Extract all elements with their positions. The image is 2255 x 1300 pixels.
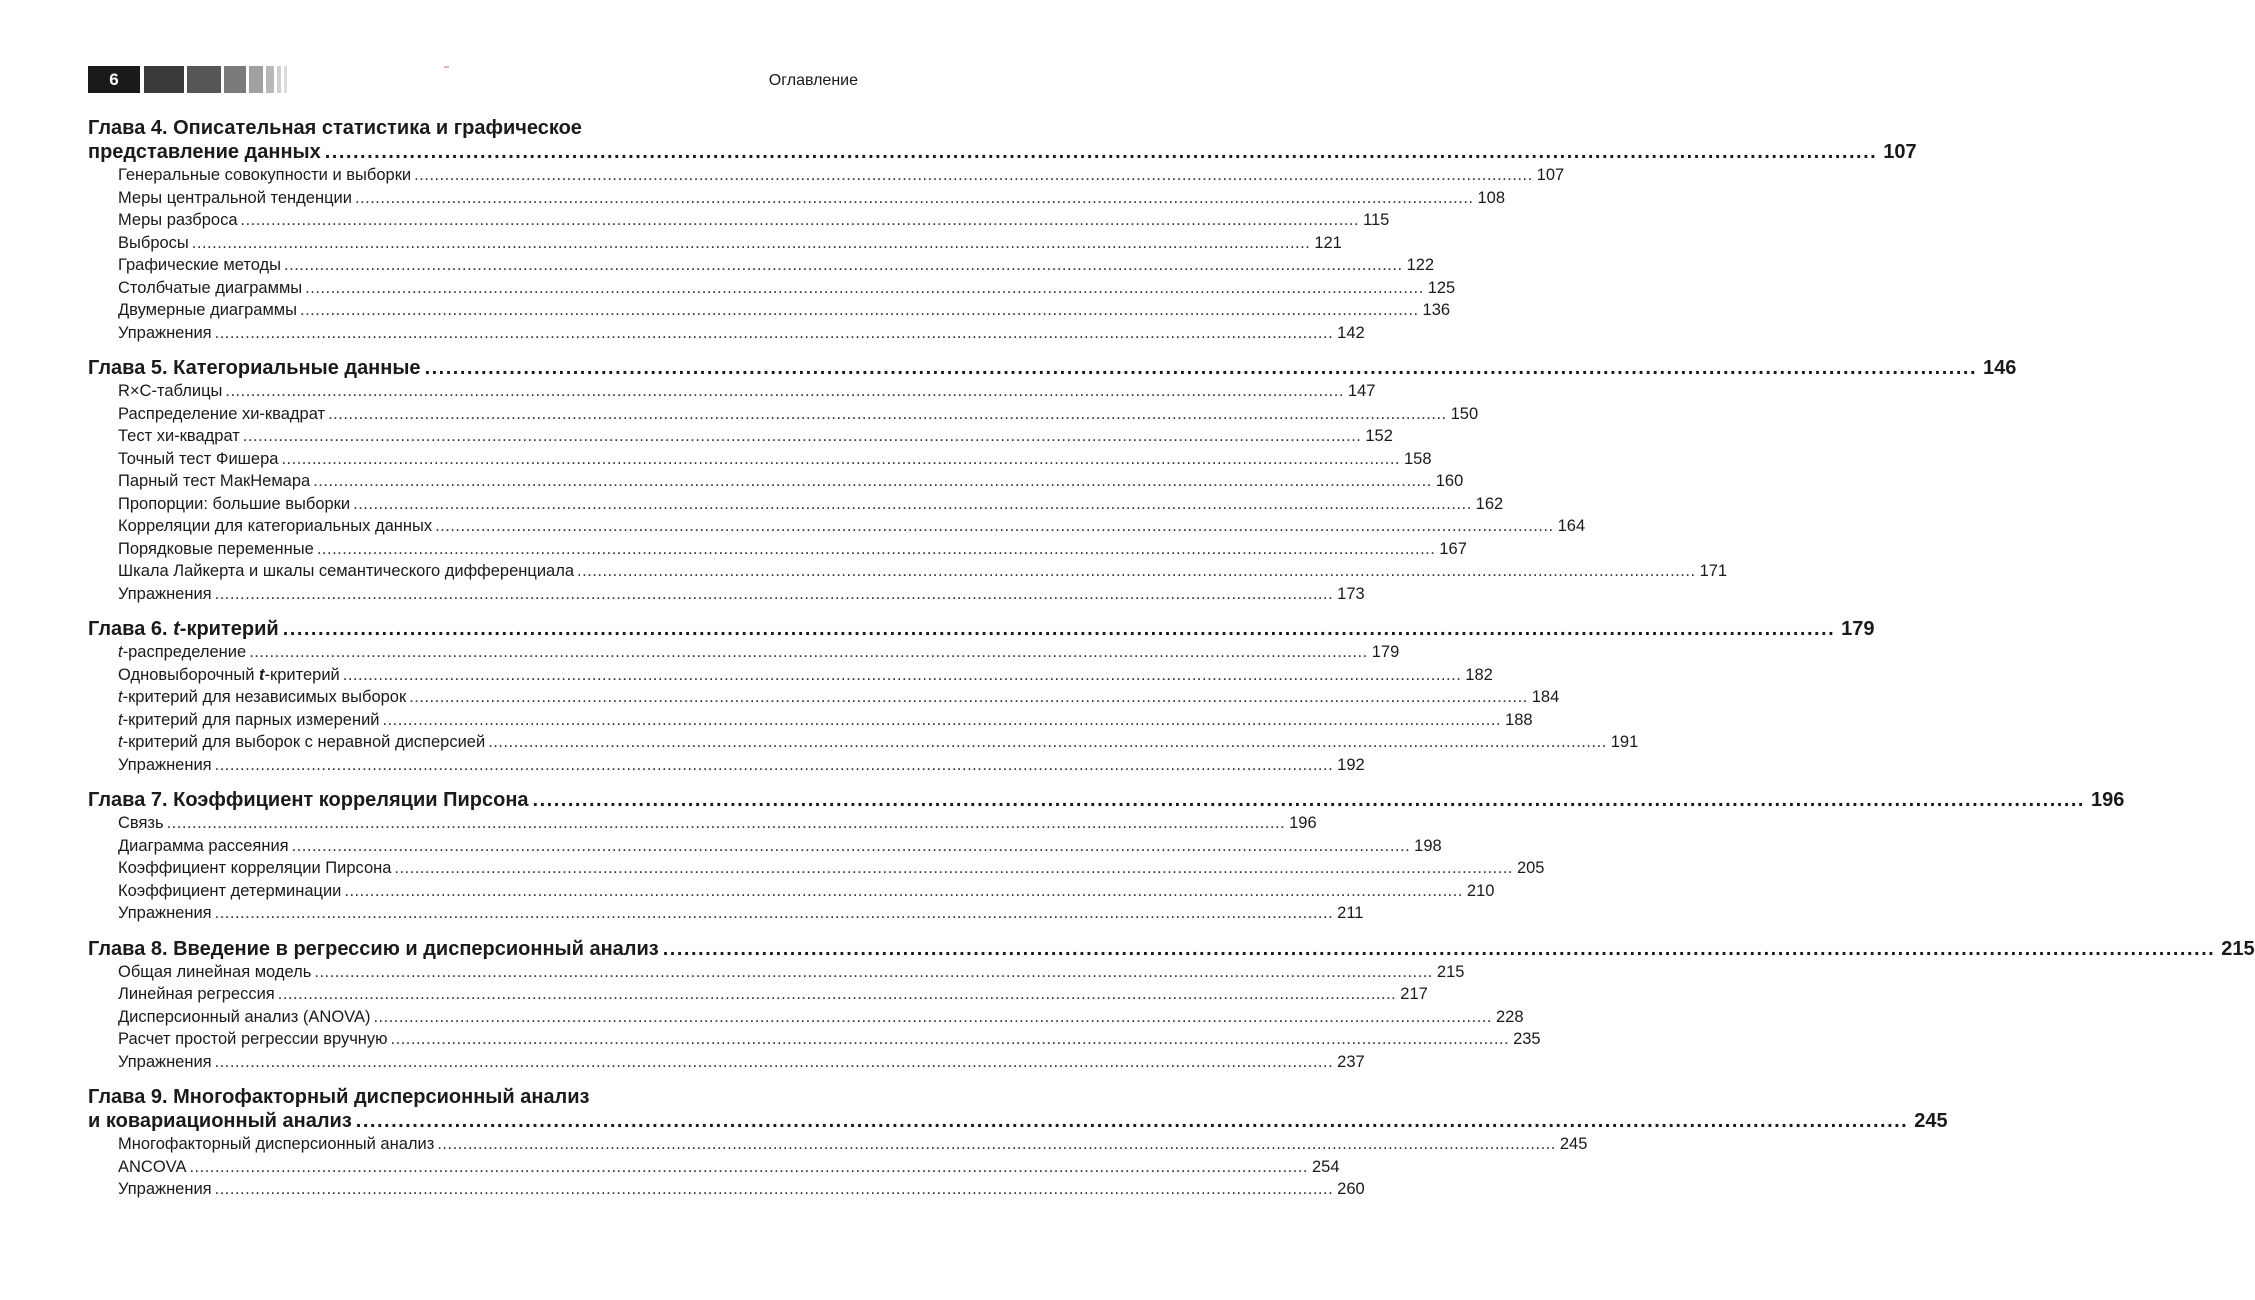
toc-entry[interactable] [88, 448, 1432, 471]
toc-entry[interactable] [88, 835, 1442, 858]
chapter-page: 245 [1914, 1110, 1948, 1132]
leader-dots: ............................................................................................................................................................................................................................ [437, 1135, 1556, 1153]
chapter-title: Глава 5. Категориальные данные [88, 357, 421, 379]
toc-entry[interactable] [88, 187, 1506, 210]
entry-title: Связь [118, 814, 164, 832]
entry-page: 173 [1337, 584, 1365, 603]
header-bar-dark [144, 66, 184, 93]
toc-entry[interactable] [88, 1156, 1340, 1179]
entry-page: 198 [1414, 836, 1442, 855]
entry-title: Упражнения [118, 1052, 212, 1071]
chapter-4 [88, 116, 1917, 344]
chapter-title-line[interactable] [88, 617, 1875, 641]
toc-entry[interactable] [88, 983, 1428, 1006]
toc-entry[interactable] [88, 493, 1504, 516]
entry-title: Порядковые переменные [118, 539, 314, 558]
toc-entry[interactable] [88, 1051, 1365, 1074]
entry-title-prefix: Одновыборочный [118, 665, 259, 684]
entry-title: Диаграмма рассеяния [118, 836, 289, 855]
toc-entry[interactable] [88, 164, 1565, 187]
leader-dots: ............................................................................................................................................................................................................................ [342, 665, 1462, 684]
entry-title: Двумерные диаграммы [118, 301, 298, 319]
entry-title: Корреляции для категориальных данных [118, 517, 433, 535]
leader-dots: ............................................................................................................................................................................................................................ [214, 1180, 1334, 1198]
leader-dots: ............................................................................................................................................................................................................................ [390, 1030, 1510, 1048]
entry-page: 167 [1439, 539, 1467, 558]
chapter-title: Глава 8. Введение в регрессию и дисперсионный анализ [88, 937, 659, 960]
entry-page: 215 [1436, 962, 1465, 981]
leader-dots: ............................................................................................................................................................................................................................ [277, 985, 1397, 1003]
leader-dots: ............................................................................................................................................................................................................................ [355, 1110, 1909, 1132]
entry-title: Столбчатые диаграммы [118, 278, 303, 297]
entry-page: 210 [1466, 881, 1495, 900]
leader-dots: ............................................................................................................................................................................................................................ [284, 256, 1403, 274]
entry-title: Распределение хи-квадрат [118, 404, 326, 423]
leader-dots: ............................................................................................................................................................................................................................ [300, 301, 1419, 319]
entry-page: 162 [1475, 494, 1504, 513]
leader-dots: ............................................................................................................................................................................................................................ [291, 836, 1411, 855]
entry-title: Парный тест МакНемара [118, 472, 311, 490]
chapter-title-t: t [173, 618, 180, 640]
chapter-title-line[interactable]: Глава 4. Описательная статистика и графическое [88, 117, 582, 139]
entry-page: 164 [1557, 517, 1586, 535]
entry-title: Генеральные совокупности и выборки [118, 166, 412, 184]
leader-dots: ............................................................................................................................................................................................................................ [249, 643, 1368, 661]
leader-dots: ............................................................................................................................................................................................................................ [240, 211, 1360, 229]
header-bar-lighter [266, 66, 274, 93]
toc-entry[interactable] [88, 754, 1365, 777]
leader-dots: ............................................................................................................................................................................................................................ [353, 494, 1472, 513]
table-of-contents [88, 116, 2255, 1213]
toc-entry[interactable] [88, 1133, 1588, 1156]
leader-dots: ............................................................................................................................................................................................................................ [532, 789, 2085, 811]
chapter-title: Глава 7. Коэффициент корреляции Пирсона [88, 789, 529, 811]
entry-title: Тест хи-квадрат [118, 427, 240, 445]
entry-title [118, 686, 406, 709]
entry-title: Расчет простой регрессии вручную [118, 1030, 388, 1048]
header-bar-light [249, 66, 263, 93]
chapter-title: представление данных [88, 141, 321, 163]
leader-dots: ............................................................................................................................................................................................................................ [394, 859, 1513, 877]
chapter-title [88, 617, 279, 641]
toc-entry[interactable] [88, 1006, 1524, 1029]
entry-page: 205 [1516, 859, 1545, 877]
entry-title-t-bold-italic: t [259, 665, 265, 684]
chapter-7 [88, 788, 2125, 925]
leader-dots: ............................................................................................................................................................................................................................ [344, 881, 1463, 900]
leader-dots: ............................................................................................................................................................................................................................ [214, 1052, 1334, 1071]
entry-page: 245 [1559, 1135, 1588, 1153]
entry-title: Меры центральной тенденции [118, 188, 352, 207]
header-bar-faint [284, 66, 287, 93]
chapter-page: 196 [2091, 789, 2125, 811]
chapter-5 [88, 356, 2017, 605]
entry-page: 217 [1400, 985, 1428, 1003]
leader-dots: ............................................................................................................................................................................................................................ [354, 188, 1474, 207]
entry-page: 196 [1289, 814, 1317, 832]
toc-entry[interactable] [88, 880, 1495, 903]
entry-title: R×C-таблицы [118, 382, 223, 400]
leader-dots: ............................................................................................................................................................................................................................ [225, 382, 1344, 400]
entry-title [118, 664, 340, 687]
entry-page: 237 [1337, 1052, 1365, 1071]
toc-entry[interactable] [88, 209, 1390, 232]
header-bar-lightest [277, 66, 281, 93]
entry-title: Шкала Лайкерта и шкалы семантического дифференциала [118, 562, 575, 580]
toc-entry[interactable] [88, 583, 1365, 606]
entry-page: 122 [1406, 256, 1435, 274]
leader-dots: ............................................................................................................................................................................................................................ [435, 517, 1554, 535]
entry-title: Многофакторный дисперсионный анализ [118, 1135, 435, 1153]
toc-entry[interactable] [88, 686, 1560, 709]
entry-title: Упражнения [118, 584, 212, 603]
entry-page: 171 [1699, 562, 1728, 580]
leader-dots: ............................................................................................................................................................................................................................ [409, 688, 1528, 706]
leader-dots: ............................................................................................................................................................................................................................ [281, 449, 1400, 468]
entry-page: 136 [1422, 301, 1451, 319]
entry-page: 235 [1513, 1030, 1541, 1048]
toc-entry[interactable] [88, 1028, 1541, 1051]
entry-page: 184 [1531, 688, 1560, 706]
chapter-title-line[interactable] [88, 788, 2125, 812]
toc-entry[interactable] [88, 961, 1465, 984]
entry-page: 152 [1365, 427, 1393, 445]
page-header [88, 66, 858, 94]
chapter-9 [88, 1085, 1948, 1201]
leader-dots: ............................................................................................................................................................................................................................ [577, 562, 1696, 580]
toc-entry[interactable] [88, 857, 1545, 880]
leader-dots: ............................................................................................................................................................................................................................ [214, 755, 1334, 774]
toc-entry[interactable] [88, 515, 1586, 538]
entry-title-rest: -критерий [264, 665, 340, 684]
entry-title: ANCOVA [118, 1157, 187, 1176]
entry-title: Коэффициент детерминации [118, 881, 342, 900]
chapter-page: 179 [1841, 618, 1875, 640]
leader-dots: ............................................................................................................................................................................................................................ [214, 323, 1334, 342]
leader-dots: ............................................................................................................................................................................................................................ [214, 584, 1334, 603]
toc-entry[interactable] [88, 232, 1342, 255]
chapter-title-line[interactable] [88, 356, 2017, 380]
entry-title: Линейная регрессия [118, 985, 275, 1003]
entry-page: 125 [1427, 278, 1456, 297]
entry-page: 260 [1337, 1180, 1365, 1198]
toc-entry[interactable] [88, 254, 1435, 277]
section-title: Оглавление [768, 72, 858, 89]
entry-page: 254 [1312, 1157, 1340, 1176]
toc-entry[interactable] [88, 641, 1400, 664]
entry-title-t-italic: t [118, 733, 123, 751]
entry-title-rest: -распределение [122, 643, 247, 661]
entry-page: 150 [1450, 404, 1479, 423]
leader-dots: ............................................................................................................................................................................................................................ [424, 357, 1978, 379]
toc-entry[interactable] [88, 664, 1493, 687]
entry-title: Меры разброса [118, 211, 238, 229]
entry-page: 147 [1347, 382, 1376, 400]
entry-page: 191 [1610, 733, 1639, 751]
leader-dots: ............................................................................................................................................................................................................................ [328, 404, 1447, 423]
chapter-title-line[interactable] [88, 1109, 1948, 1133]
leader-dots: ............................................................................................................................................................................................................................ [314, 962, 1433, 981]
leader-dots: ............................................................................................................................................................................................................................ [382, 710, 1502, 729]
leader-dots: ............................................................................................................................................................................................................................ [414, 166, 1533, 184]
header-bar-gray [224, 66, 246, 93]
entry-page: 158 [1403, 449, 1432, 468]
entry-page: 108 [1477, 188, 1506, 207]
entry-title-rest: -критерий для независимых выборок [122, 688, 407, 706]
entry-page: 211 [1337, 904, 1364, 922]
toc-entry[interactable] [88, 322, 1365, 345]
toc-entry[interactable] [88, 538, 1467, 561]
chapter-title: и ковариационный анализ [88, 1110, 352, 1132]
leader-dots: ............................................................................................................................................................................................................................ [316, 539, 1436, 558]
leader-dots: ............................................................................................................................................................................................................................ [313, 472, 1432, 490]
chapter-page: 146 [1983, 357, 2017, 379]
toc-entry[interactable] [88, 403, 1479, 426]
leader-dots: ............................................................................................................................................................................................................................ [373, 1007, 1492, 1026]
entry-title: Коэффициент корреляции Пирсона [118, 859, 392, 877]
toc-entry[interactable] [88, 1178, 1365, 1201]
toc-entry[interactable] [88, 299, 1451, 322]
entry-title: Дисперсионный анализ (ANOVA) [118, 1007, 371, 1026]
entry-page: 182 [1465, 665, 1493, 684]
chapter-title-line[interactable]: Глава 9. Многофакторный дисперсионный анализ [88, 1086, 590, 1108]
entry-title: Пропорции: большие выборки [118, 494, 351, 513]
toc-entry[interactable] [88, 470, 1464, 493]
entry-title-rest: -критерий для парных измерений [122, 710, 380, 729]
leader-dots: ............................................................................................................................................................................................................................ [305, 278, 1424, 297]
chapter-page: 107 [1883, 141, 1917, 163]
entry-page: 121 [1314, 233, 1342, 252]
chapter-title-suffix: -критерий [179, 618, 279, 640]
toc-entry[interactable] [88, 380, 1376, 403]
entry-page: 160 [1435, 472, 1464, 490]
entry-title: Графические методы [118, 256, 282, 274]
entry-title: Упражнения [118, 904, 212, 922]
leader-dots: ............................................................................................................................................................................................................................ [282, 618, 1836, 640]
entry-title-t-italic: t [118, 643, 123, 661]
entry-page: 228 [1495, 1007, 1524, 1026]
toc-entry[interactable] [88, 731, 1639, 754]
chapter-title-line[interactable] [88, 937, 2255, 961]
entry-page: 179 [1371, 643, 1400, 661]
entry-title-t-italic: t [118, 688, 123, 706]
leader-dots: ............................................................................................................................................................................................................................ [488, 733, 1607, 751]
leader-dots: ............................................................................................................................................................................................................................ [242, 427, 1362, 445]
chapter-title-line[interactable] [88, 140, 1917, 164]
leader-dots: ............................................................................................................................................................................................................................ [191, 233, 1311, 252]
entry-page: 115 [1363, 211, 1390, 229]
entry-title [118, 709, 380, 732]
entry-page: 142 [1337, 323, 1365, 342]
entry-title-t-italic: t [118, 710, 123, 729]
leader-dots: ............................................................................................................................................................................................................................ [324, 141, 1878, 163]
entry-title: Выбросы [118, 233, 189, 252]
toc-entry[interactable] [88, 812, 1317, 835]
entry-page: 192 [1337, 755, 1365, 774]
toc-entry[interactable] [88, 902, 1364, 925]
chapter-title-prefix: Глава 6. [88, 618, 174, 640]
entry-title: Упражнения [118, 1180, 212, 1198]
entry-title: Упражнения [118, 755, 212, 774]
chapter-8 [88, 937, 2255, 1074]
entry-page: 188 [1505, 710, 1533, 729]
toc-entry[interactable] [88, 709, 1533, 732]
entry-title [118, 731, 485, 754]
toc-entry[interactable] [88, 560, 1728, 583]
entry-title: Общая линейная модель [118, 962, 312, 981]
header-bar-mid [187, 66, 221, 93]
leader-dots: ............................................................................................................................................................................................................................ [166, 814, 1286, 832]
leader-dots: ............................................................................................................................................................................................................................ [214, 904, 1334, 922]
decorative-mark [444, 66, 449, 68]
page-number: 6 [88, 66, 140, 93]
leader-dots: ............................................................................................................................................................................................................................ [662, 937, 2216, 960]
entry-title: Точный тест Фишера [118, 449, 279, 468]
chapter-page: 215 [2221, 937, 2255, 960]
entry-title-rest: -критерий для выборок с неравной дисперсией [122, 733, 486, 751]
toc-entry[interactable] [88, 277, 1456, 300]
entry-page: 107 [1536, 166, 1565, 184]
toc-entry[interactable] [88, 425, 1393, 448]
entry-title: Упражнения [118, 323, 212, 342]
chapter-6 [88, 617, 1875, 776]
entry-title [118, 641, 246, 664]
leader-dots: ............................................................................................................................................................................................................................ [189, 1157, 1308, 1176]
